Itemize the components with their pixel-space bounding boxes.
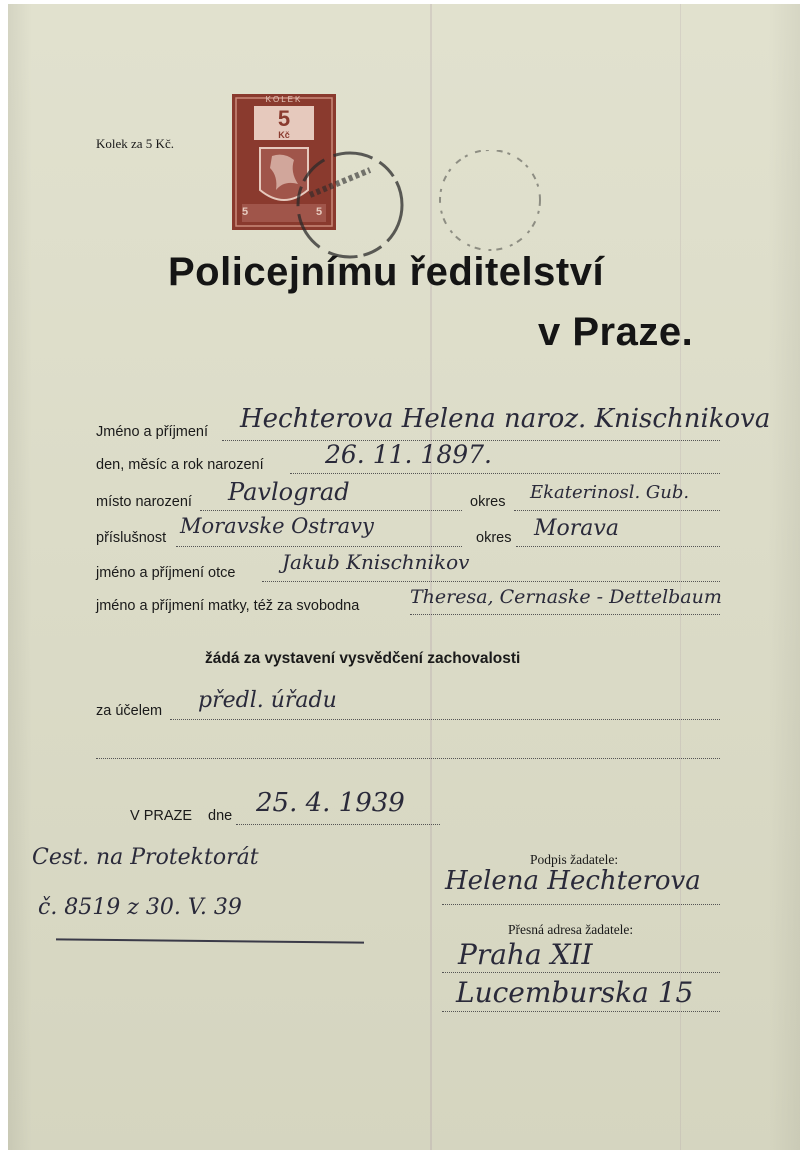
district-label: okres [470,494,506,510]
district2-line [516,546,720,547]
dob-line [290,473,720,474]
father-value: Jakub Knischnikov [282,550,470,574]
heading-line-1: Policejnímu ředitelství [168,250,605,294]
dob-value: 26. 11. 1897. [325,440,492,469]
birthplace-label: místo narození [96,494,192,510]
address-line-2-rule [442,1011,720,1012]
office-note-line-1: Cest. na Protektorát [32,845,259,870]
purpose-line-2 [96,758,720,759]
signature-label: Podpis žadatele: [530,852,619,867]
address-label: Přesná adresa žadatele: [508,922,634,937]
purpose-value: předl. úřadu [198,688,337,713]
name-label: Jméno a příjmení [96,424,209,440]
membership-line [176,546,462,547]
mother-line [410,614,720,615]
name-value: Hechterova Helena naroz. Knischnikova [240,404,771,434]
district2-value: Morava [534,516,619,541]
birthplace-line [200,510,462,511]
membership-label: příslušnost [96,530,167,546]
signature-value: Helena Hechterova [445,866,701,896]
district2-label: okres [476,530,512,546]
district-value: Ekaterinosl. Gub. [530,482,690,503]
office-note-line-2: č. 8519 z 30. V. 39 [38,895,242,920]
place-label: V PRAZE [130,808,193,824]
father-line [262,581,720,582]
dob-label: den, měsíc a rok narození [96,457,264,473]
district-line [514,510,720,511]
stamp-corner-right: 5 [316,206,323,218]
date-label: dne [208,808,233,824]
stamp-value: 5 [277,106,291,131]
stamp-top-text: KOLEK [265,95,303,104]
membership-value: Moravske Ostravy [180,514,374,538]
heading-line-2: v Praze. [538,310,694,354]
father-label: jméno a příjmení otce [96,565,236,581]
date-line [236,824,440,825]
request-text: žádá za vystavení vysvědčení zachovalosti [205,650,521,667]
mother-value: Theresa, Cernaske - Dettelbaum [410,586,722,608]
address-line-1-rule [442,972,720,973]
purpose-line [170,719,720,720]
birthplace-value: Pavlograd [228,478,350,506]
address-line-2: Lucemburska 15 [456,976,694,1009]
stamp-currency: Kč [278,130,290,140]
stamp-corner-left: 5 [242,206,249,218]
mother-label: jméno a příjmení matky, též za svobodna [96,598,360,614]
stamp-label: Kolek za 5 Kč. [96,136,174,151]
address-line-1: Praha XII [458,938,593,971]
purpose-label: za účelem [96,703,163,719]
signature-line [442,904,720,905]
date-value: 25. 4. 1939 [256,788,405,818]
